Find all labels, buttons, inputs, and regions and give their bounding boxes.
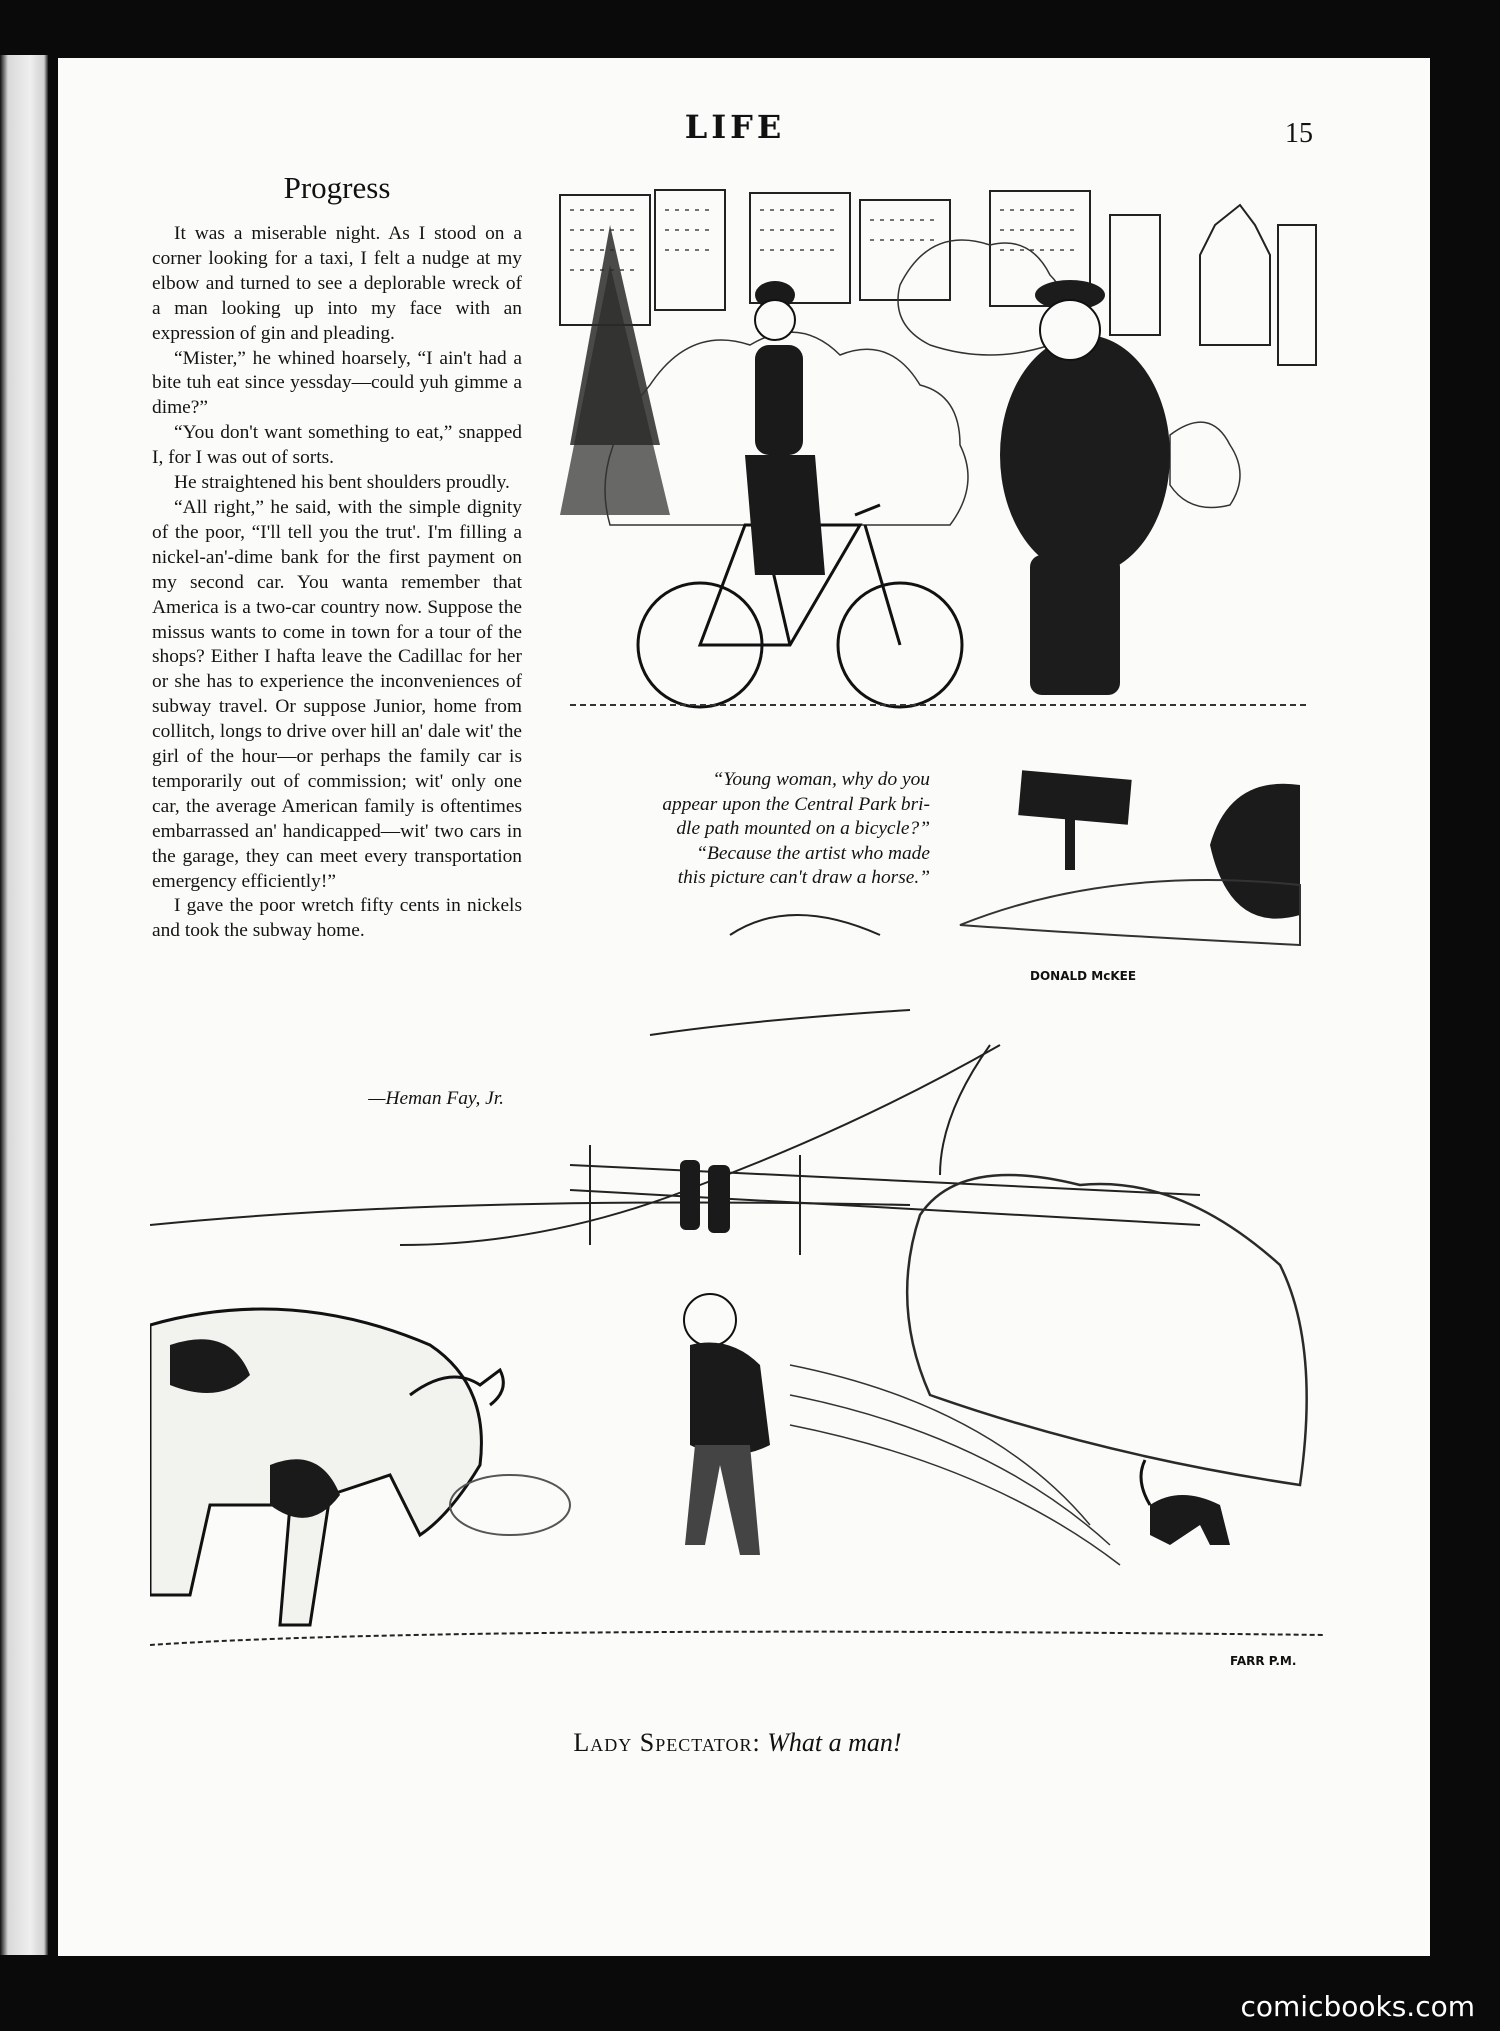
caption-line: dle path mounted on a bicycle?” — [676, 818, 930, 839]
masthead: LIFE — [684, 108, 786, 146]
adjacent-page-edge — [0, 55, 48, 1955]
caption-speaker: Lady Spectator: — [573, 1728, 761, 1757]
article-title: Progress — [283, 170, 391, 205]
article-paragraph: “All right,” he said, with the simple dignity of the poor, “I'll tell you the trut'. I'm filling a nickel-an'-dime bank for the first payment on my second car. You wanta remember that America is a two-car country now. Suppose the missus wants to come in town for a tour of the shops? Either I hafta leave the Cadillac for her or she has to experience the inconveniences of subway travel. Or suppose Junior, home from collitch, longs to drive over hill an' dale wit' the girl of the hour—or perhaps the family car is temporarily out of commission; wit' only one car, the average American family is oftentimes embarrassed an' handicapped—wit' two cars in the garage, they can meet every transportation emergency efficiently!” — [152, 496, 522, 892]
artist-signature-mckee: DONALD McKEE — [1030, 969, 1137, 983]
caption-line: “Young woman, why do you — [712, 769, 930, 790]
cartoon-park-bicycle — [550, 185, 1320, 730]
article-paragraph: I gave the poor wretch fifty cents in nickels and took the subway home. — [152, 895, 522, 942]
article-paragraph: He straightened his bent shoulders proudly. — [174, 472, 510, 494]
caption-line: this picture can't draw a horse.” — [677, 867, 930, 888]
cartoon-park-bicycle-illustration — [550, 185, 1320, 730]
caption-line: “Because the artist who made — [696, 842, 930, 864]
caption-line: What a man! — [767, 1728, 902, 1757]
cartoon-bull-goat-illustration — [150, 745, 1325, 1690]
article-paragraph: “You don't want something to eat,” snapped I, for I was out of sorts. — [152, 422, 522, 469]
page-number: 15 — [1285, 118, 1313, 149]
article-byline: —Heman Fay, Jr. — [368, 1088, 504, 1109]
article-paragraph: “Mister,” he whined hoarsely, “I ain't had a bite tuh eat since yessday—could yuh gimme a dime?” — [152, 347, 522, 419]
cartoon-bull-caption — [150, 1728, 1325, 1758]
watermark: comicbooks.com — [1240, 1990, 1475, 2023]
article-paragraph: It was a miserable night. As I stood on a corner looking for a taxi, I felt a nudge at my elbow and turned to see a deplorable wreck of a man looking up into my face with an expression of gin and pleading. — [152, 223, 522, 344]
cartoon-bull-goat — [150, 745, 1325, 1690]
caption-line: appear upon the Central Park bri- — [662, 793, 930, 815]
artist-signature-farr: FARR P.M. — [1230, 1654, 1297, 1668]
